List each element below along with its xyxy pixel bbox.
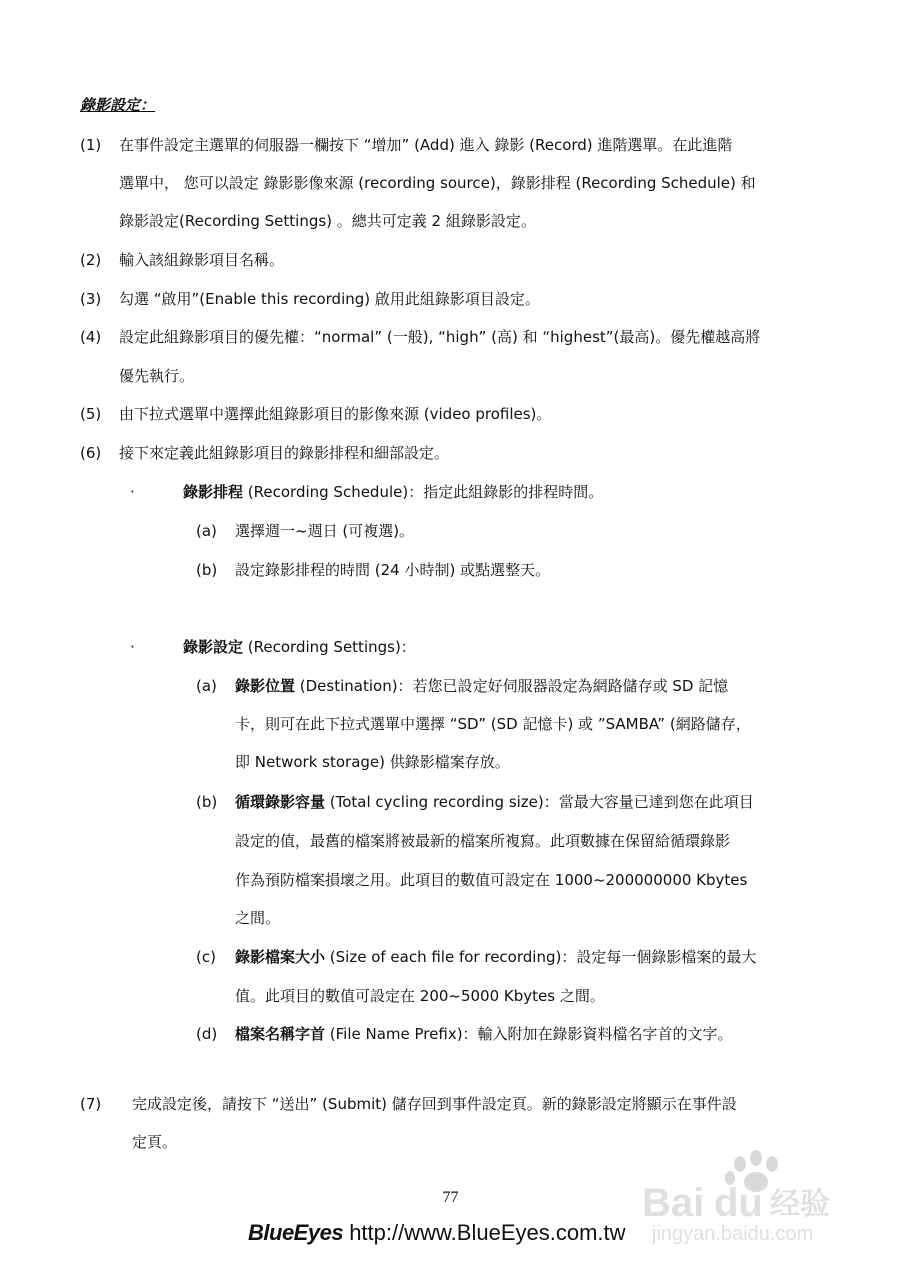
step-text: 設定此組錄影項目的優先權：“normal” (一般), “high” (高) 和 “highest”(最高)。優先權越高將 — [119, 328, 761, 346]
step-text: 選單中， 您可以設定 錄影影像來源 (recording source)，錄影排程 (Recording Schedule) 和 — [119, 174, 756, 192]
step-text: 優先執行。 — [119, 367, 195, 385]
step-text: 勾選 “啟用”(Enable this recording) 啟用此組錄影項目設定。 — [119, 290, 540, 308]
brand-url: http://www.BlueEyes.com.tw — [349, 1220, 626, 1245]
step-number: (4) — [80, 328, 102, 346]
footer-brand-line — [248, 1220, 626, 1246]
sub-rest: (Total cycling recording size)：當最大容量已達到您在此項目 — [325, 793, 754, 811]
sub-bold: 循環錄影容量 — [235, 793, 326, 811]
sub-text: 值。此項目的數值可設定在 200~5000 Kbytes 之間。 — [235, 987, 605, 1005]
schedule-heading — [183, 482, 603, 502]
step-text: 在事件設定主選單的伺服器一欄按下 “增加” (Add) 進入 錄影 (Record) 進階選單。在此進階 — [119, 136, 733, 154]
sub-label: (b) — [196, 793, 218, 811]
step-text: 接下來定義此組錄影項目的錄影排程和細部設定。 — [119, 444, 450, 462]
sub-text: 作為預防檔案損壞之用。此項目的數值可設定在 1000~200000000 Kbytes — [235, 871, 748, 889]
settings-bold: 錄影設定 — [183, 638, 244, 656]
sub-bold: 錄影位置 — [235, 677, 296, 695]
watermark-brand-2: du — [714, 1181, 763, 1225]
sub-label: (c) — [196, 948, 216, 966]
page-number: 77 — [442, 1189, 459, 1206]
sub-text: 選擇週一~週日 (可複選)。 — [235, 522, 415, 540]
step-number: (1) — [80, 136, 102, 154]
section-title: 錄影設定： — [80, 96, 156, 114]
watermark-label: 经验 — [770, 1187, 830, 1222]
settings-heading — [183, 637, 416, 657]
step-text: 完成設定後，請按下 “送出” (Submit) 儲存回到事件設定頁。新的錄影設定將顯示在事件設 — [132, 1095, 737, 1113]
step-number: (3) — [80, 290, 102, 308]
sub-text: 卡，則可在此下拉式選單中選擇 “SD” (SD 記憶卡) 或 ”SAMBA” (網路儲存， — [235, 715, 751, 733]
step-number: (6) — [80, 444, 102, 462]
sub-text: 設定的值，最舊的檔案將被最新的檔案所複寫。此項數據在保留給循環錄影 — [235, 832, 731, 850]
sub-text — [235, 676, 728, 696]
step-text: 輸入該組錄影項目名稱。 — [119, 251, 285, 269]
bullet: · — [130, 638, 135, 656]
sub-bold: 檔案名稱字首 — [235, 1025, 326, 1043]
sub-label: (a) — [196, 677, 217, 695]
sub-bold: 錄影檔案大小 — [235, 948, 326, 966]
step-number: (5) — [80, 405, 102, 423]
sub-text — [235, 1024, 733, 1044]
sub-label: (d) — [196, 1025, 218, 1043]
watermark-site: jingyan.baidu.com — [652, 1223, 814, 1245]
sub-rest: (Destination)：若您已設定好伺服器設定為網路儲存或 SD 記憶 — [295, 677, 729, 695]
watermark-brand: Bai — [642, 1181, 705, 1225]
brand-logo: BlueEyes — [248, 1220, 344, 1245]
settings-rest: (Recording Settings)： — [243, 638, 416, 656]
step-text: 由下拉式選單中選擇此組錄影項目的影像來源 (video profiles)。 — [119, 405, 552, 423]
sub-text — [235, 947, 756, 967]
step-number: (2) — [80, 251, 102, 269]
sub-text: 即 Network storage) 供錄影檔案存放。 — [235, 753, 510, 771]
sub-label: (b) — [196, 561, 218, 579]
bullet: · — [130, 483, 135, 501]
sub-rest: (File Name Prefix)：輸入附加在錄影資料檔名字首的文字。 — [325, 1025, 733, 1043]
sub-rest: (Size of each file for recording)：設定每一個錄影檔案的最大 — [325, 948, 757, 966]
step-text: 錄影設定(Recording Settings) 。總共可定義 2 組錄影設定。 — [119, 212, 536, 230]
sub-text: 設定錄影排程的時間 (24 小時制) 或點選整天。 — [235, 561, 551, 579]
step-number: (7) — [80, 1095, 102, 1113]
sub-label: (a) — [196, 522, 217, 540]
schedule-bold: 錄影排程 — [183, 483, 244, 501]
schedule-rest: (Recording Schedule)：指定此組錄影的排程時間。 — [243, 483, 604, 501]
sub-text — [235, 792, 754, 812]
step-text: 定頁。 — [132, 1133, 178, 1151]
sub-text: 之間。 — [235, 909, 281, 927]
